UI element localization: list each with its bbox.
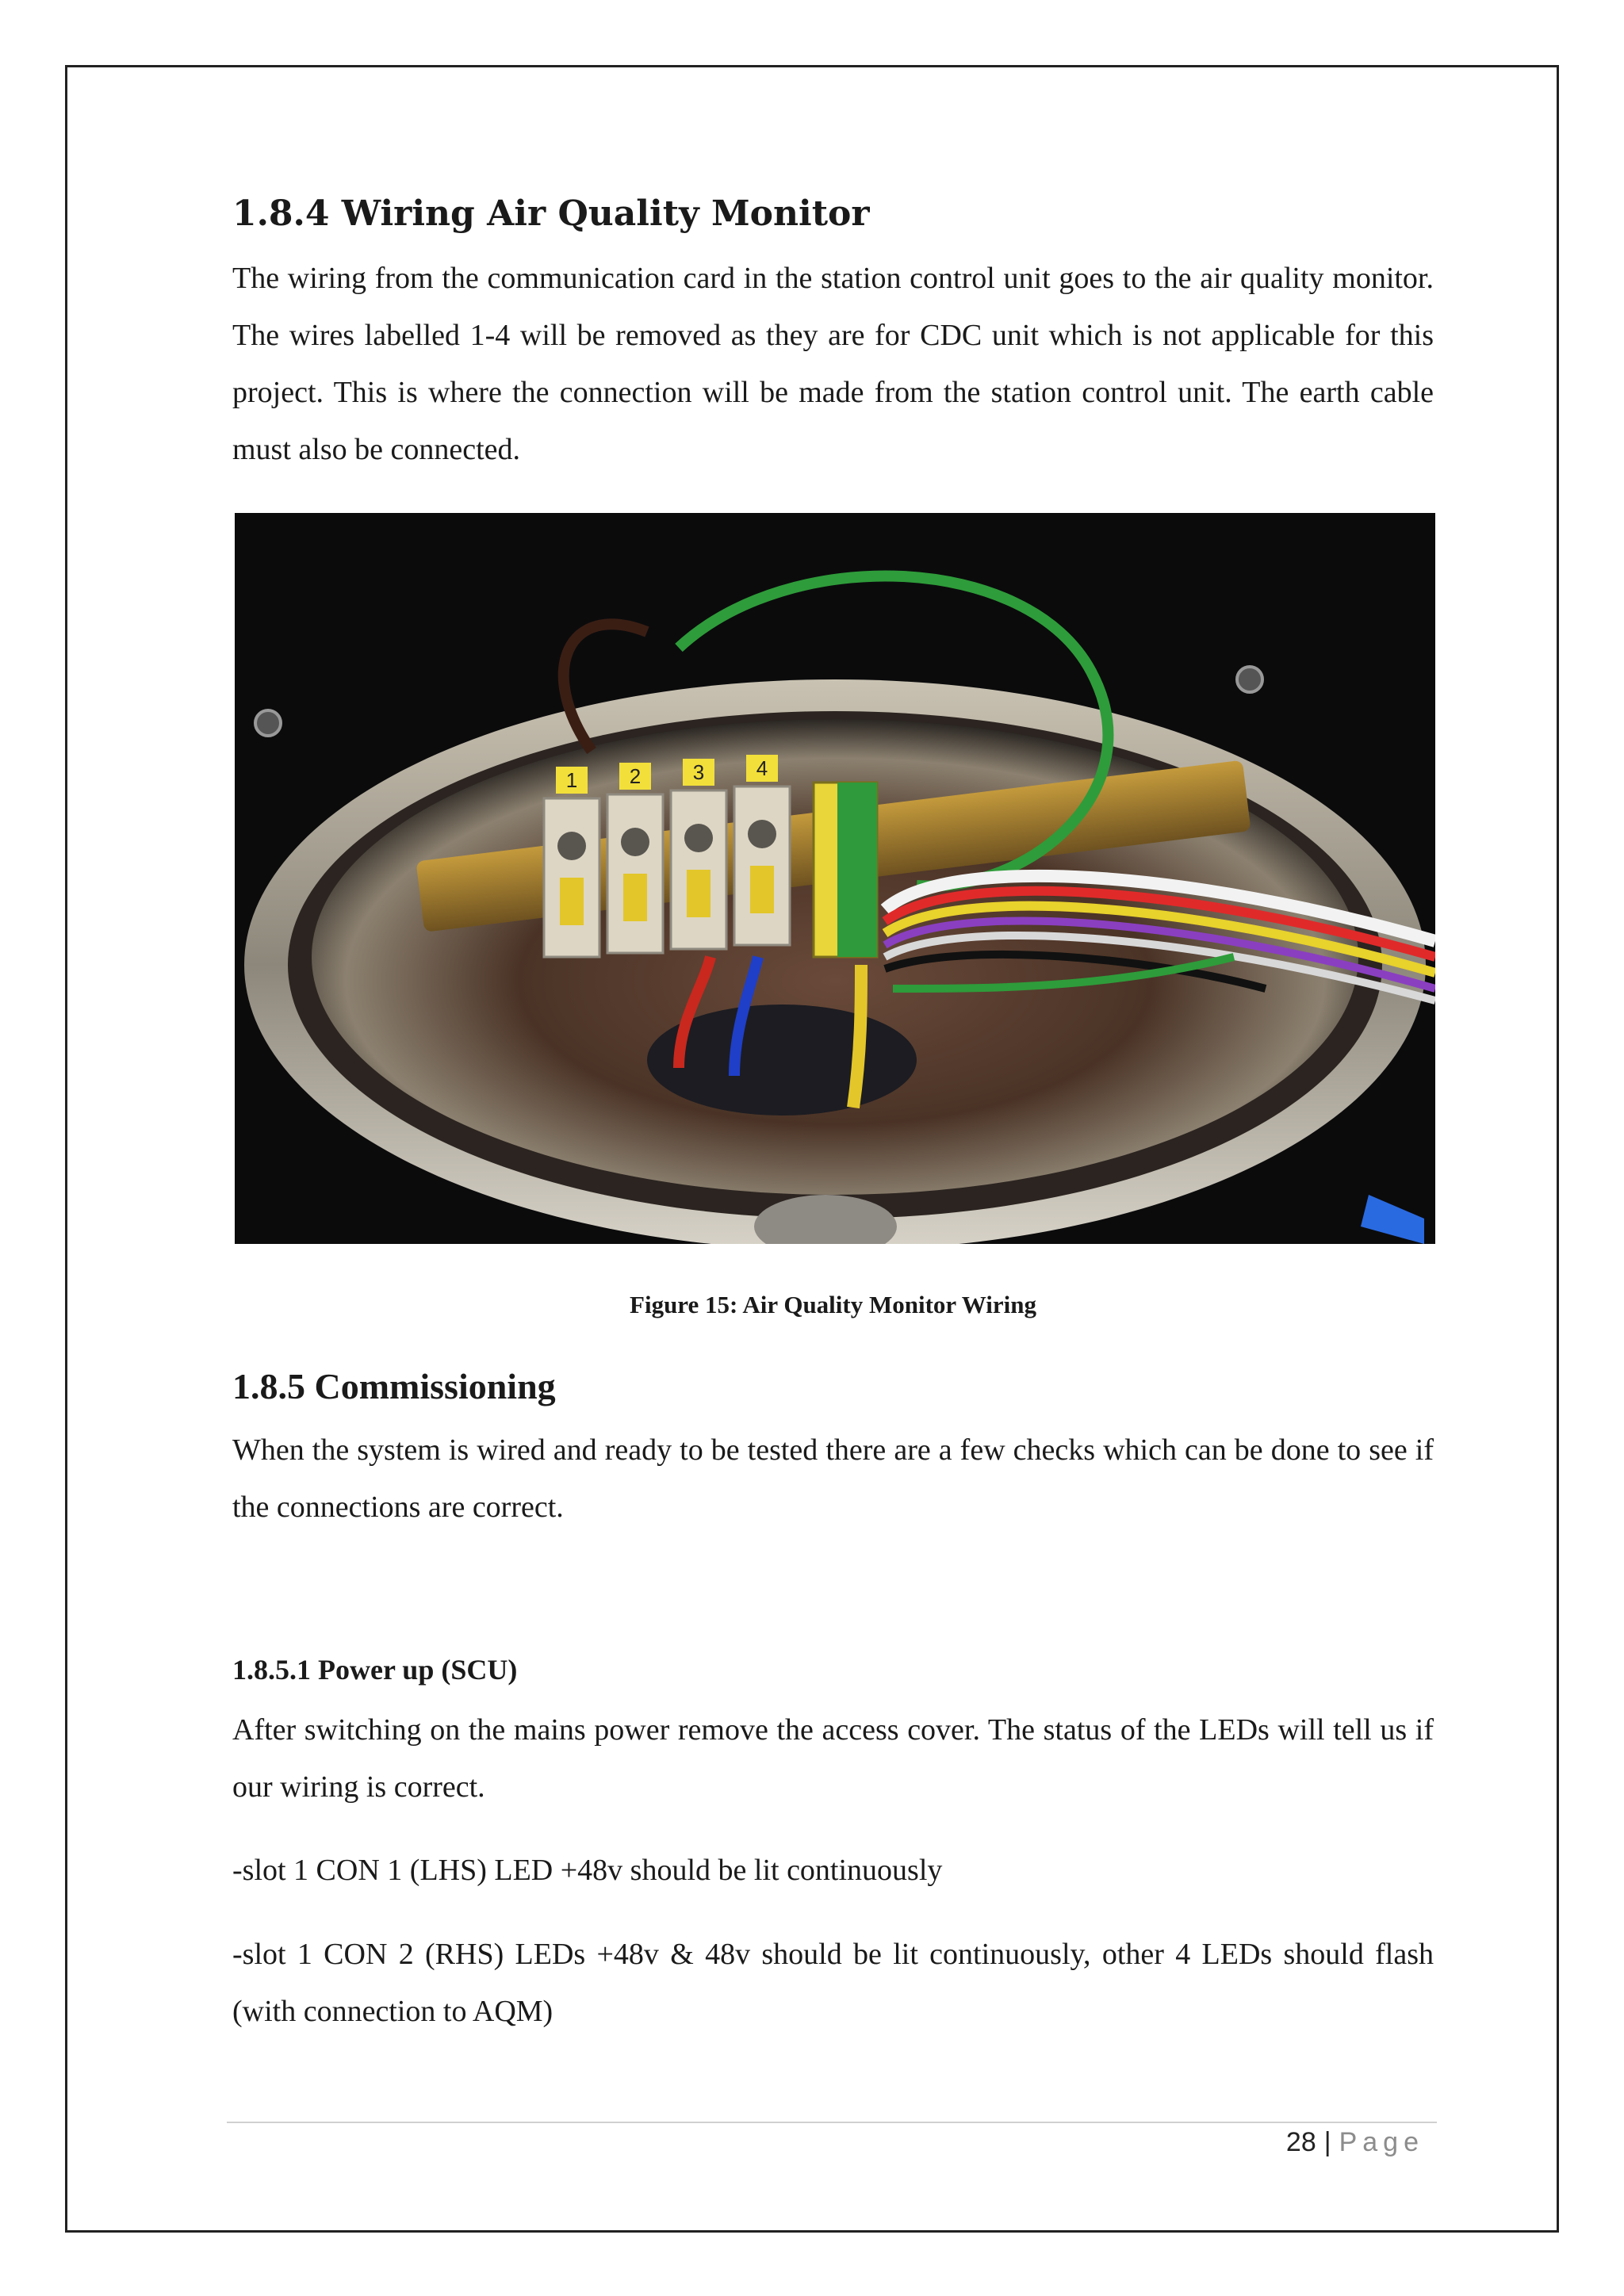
terminal-label: 2 [629, 764, 642, 788]
paragraph: The wiring from the communication card in the station control unit goes to the air quality monitor. The wires labelled 1-4 will be removed as they are for CDC unit which is not applicable for this project. This is where the connection will be made from the station control unit. The earth cable must also be connected. [232, 262, 1434, 466]
page-number: 28 [1285, 2127, 1316, 2157]
footer-separator: | [1323, 2127, 1331, 2157]
paragraph: After switching on the mains power remove the access cover. The status of the LEDs will tell us if our wiring is correct. [232, 1713, 1434, 1804]
subsection-heading: 1.8.5.1 Power up (SCU) [232, 1654, 518, 1686]
terminal-label: 1 [565, 768, 578, 792]
section-heading: 1.8.5 Commissioning [232, 1366, 556, 1406]
page-word: Page [1339, 2127, 1424, 2157]
terminal-label: 4 [756, 756, 768, 780]
check-item: -slot 1 CON 1 (LHS) LED +48v should be lit continuously [232, 1854, 943, 1887]
footer-rule [227, 2122, 1437, 2123]
figure-photo [235, 513, 1435, 1244]
section-heading: 1.8.4 Wiring Air Quality Monitor [232, 193, 870, 234]
check-item: -slot 1 CON 2 (RHS) LEDs +48v & 48v should be lit continuously, other 4 LEDs should flash (with connection to AQM) [232, 1938, 1434, 2028]
terminal-label: 3 [692, 760, 705, 784]
paragraph: When the system is wired and ready to be tested there are a few checks which can be done to see if the connections are correct. [232, 1433, 1434, 1524]
page-footer [1286, 2127, 1424, 2158]
figure-caption: Figure 15: Air Quality Monitor Wiring [630, 1291, 1036, 1318]
